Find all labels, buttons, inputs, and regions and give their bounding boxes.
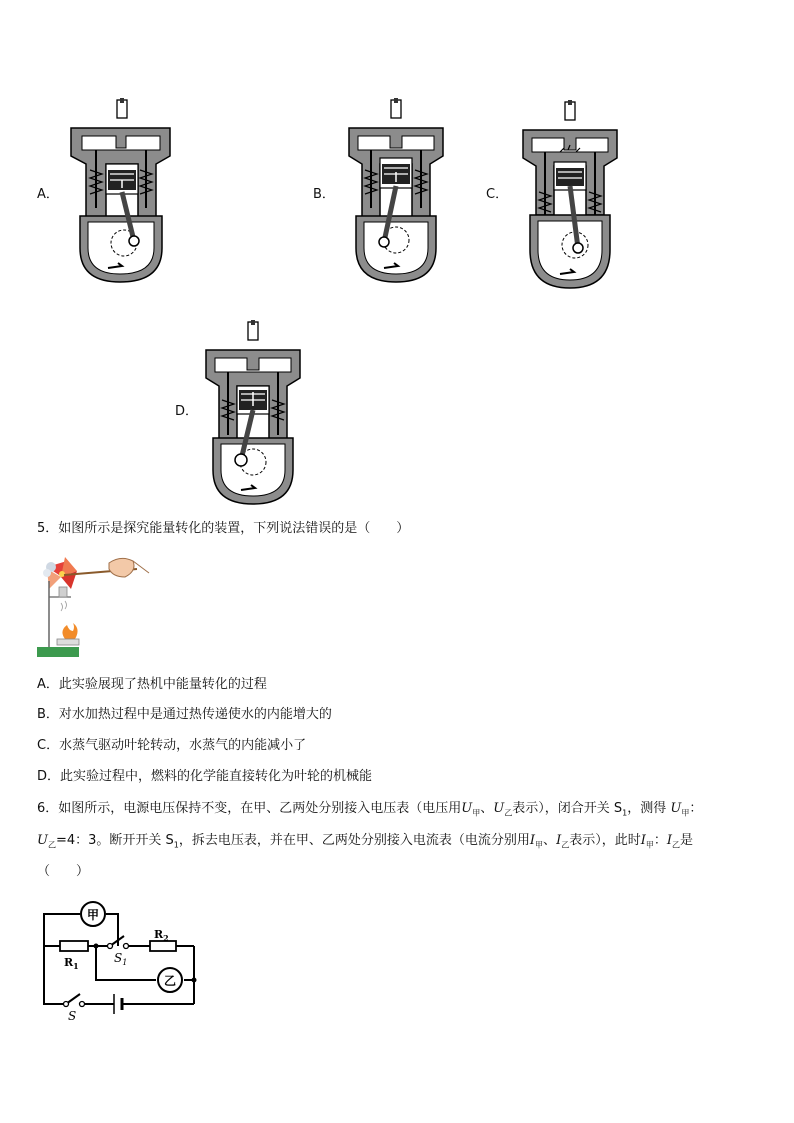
question-6-line-2: $U_乙=4$：3。断开开关 $S_1$，拆去电压表，并在甲、乙两处分别接入电流表（电流分别用$I_甲$、$I_乙$表示），此时$I_甲$：$I_乙$是 xyxy=(37,833,694,850)
svg-text:R1 xyxy=(64,956,79,971)
question-5-choice-a: A．此实验展现了热机中能量转化的过程 xyxy=(37,677,267,692)
engine-diagram-a xyxy=(68,98,173,285)
engine-diagram-c xyxy=(520,100,620,292)
label-r2: R xyxy=(154,928,164,941)
question-5-choice-d: D．此实验过程中，燃料的化学能直接转化为叶轮的机械能 xyxy=(37,769,373,784)
question-5-stem: 5．如图所示是探究能量转化的装置，下列说法错误的是（ ） xyxy=(37,521,410,536)
option-c-label: C． xyxy=(486,187,509,202)
label-s1-sub: 1 xyxy=(122,958,128,967)
question-5-choice-c: C．水蒸气驱动叶轮转动，水蒸气的内能减小了 xyxy=(37,738,307,753)
svg-text:R2 xyxy=(154,928,169,943)
label-r2-sub: 2 xyxy=(163,933,169,943)
option-a-label: A． xyxy=(37,187,59,202)
question-6-line-1: 6．如图所示，电源电压保持不变，在甲、乙两处分别接入电压表（电压用$U_甲$、$U_乙$表示），闭合开关 $S_1$，测得 $U_甲$： xyxy=(37,801,703,818)
label-s1: S xyxy=(114,951,123,965)
label-s: S xyxy=(68,1009,77,1023)
option-d-label: D． xyxy=(175,404,199,419)
pinwheel-experiment-figure xyxy=(37,547,152,659)
option-b-label: B． xyxy=(313,187,335,202)
resistor-r1 xyxy=(60,941,88,951)
engine-diagram-b xyxy=(346,98,446,285)
svg-text:S1 xyxy=(114,951,127,967)
question-6-answer-paren: （ ） xyxy=(37,864,90,879)
label-r1-sub: 1 xyxy=(73,961,79,971)
label-r1: R xyxy=(64,956,74,969)
circuit-diagram xyxy=(38,900,203,1025)
meter-jia-label: 甲 xyxy=(86,908,100,922)
meter-yi-label: 乙 xyxy=(163,974,177,988)
question-5-choice-b: B．对水加热过程中是通过热传递使水的内能增大的 xyxy=(37,707,332,722)
engine-diagram-d xyxy=(203,320,303,507)
